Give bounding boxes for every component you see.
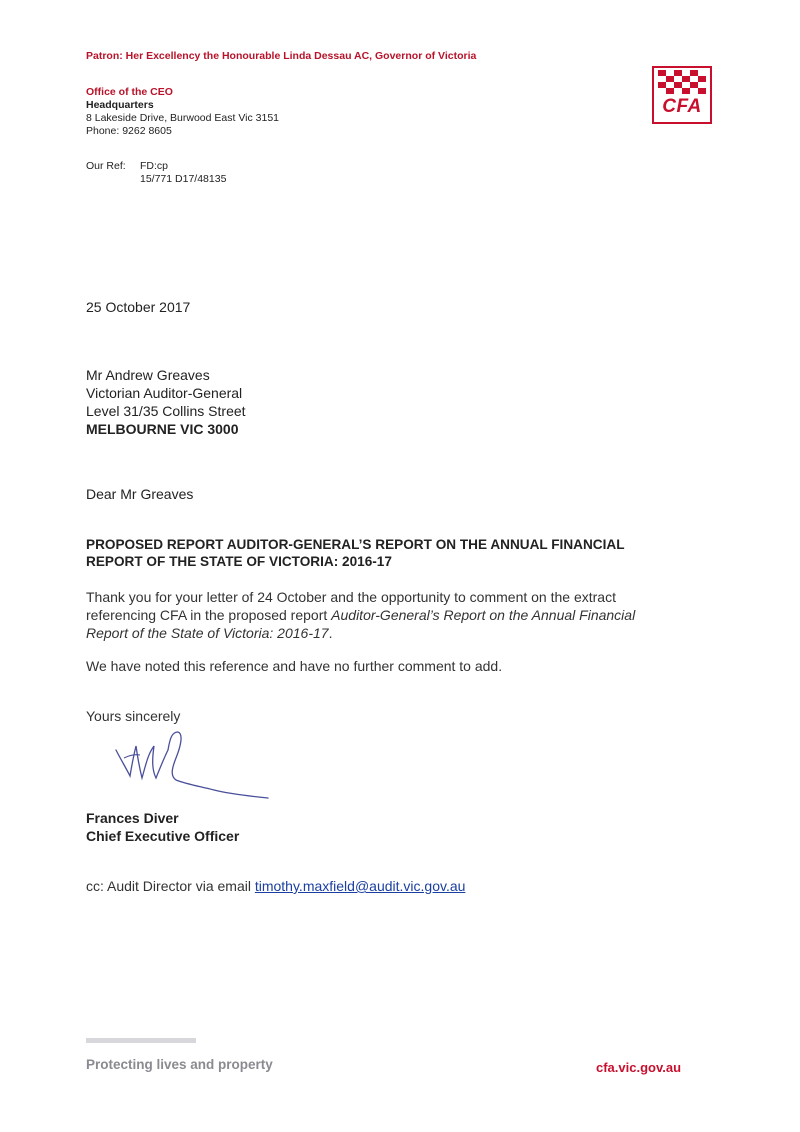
subject-line1: PROPOSED REPORT AUDITOR-GENERAL’S REPORT ON THE ANNUAL FINANCIAL xyxy=(86,537,625,552)
patron-line: Patron: Her Excellency the Honourable Linda Dessau AC, Governor of Victoria xyxy=(86,50,477,62)
logo-text: CFA xyxy=(662,96,702,117)
reference-line2: 15/771 D17/48135 xyxy=(140,173,227,185)
office-phone: Phone: 9262 8605 xyxy=(86,125,172,137)
salutation: Dear Mr Greaves xyxy=(86,486,194,502)
report-title-part1: Auditor-General’s Report on the Annual Financial xyxy=(331,607,636,623)
body-paragraph-1 xyxy=(86,588,635,642)
office-block xyxy=(86,86,279,138)
office-title: Office of the CEO xyxy=(86,86,173,98)
reference-line1: FD:cp xyxy=(140,160,169,172)
signatory-name: Frances Diver xyxy=(86,810,179,826)
body-p1-line3 xyxy=(86,624,635,642)
subject-line2: REPORT OF THE STATE OF VICTORIA: 2016-17 xyxy=(86,554,392,569)
body-p1-end: . xyxy=(328,625,333,641)
footer-tagline: Protecting lives and property xyxy=(86,1057,273,1072)
signatory-title: Chief Executive Officer xyxy=(86,828,240,844)
cc-email-link[interactable]: timothy.maxfield@audit.vic.gov.au xyxy=(254,878,466,894)
body-paragraph-2: We have noted this reference and have no further comment to add. xyxy=(86,658,503,674)
recipient-block xyxy=(86,366,246,438)
cc-line xyxy=(86,877,465,895)
body-p1-line2-plain: referencing CFA in the proposed report xyxy=(86,607,332,623)
signature-image xyxy=(108,728,278,808)
recipient-city: MELBOURNE VIC 3000 xyxy=(86,421,239,437)
letter-date: 25 October 2017 xyxy=(86,299,191,315)
recipient-name: Mr Andrew Greaves xyxy=(86,367,210,383)
reference-values xyxy=(140,160,226,186)
reference-label: Our Ref: xyxy=(86,160,126,172)
body-p1-line1: Thank you for your letter of 24 October and the opportunity to comment on the extract xyxy=(86,589,616,605)
cc-prefix: cc: Audit Director via email xyxy=(86,878,255,894)
footer-divider xyxy=(86,1038,196,1043)
signatory-block xyxy=(86,809,239,845)
subject-heading xyxy=(86,536,625,570)
closing: Yours sincerely xyxy=(86,708,181,724)
checker-flag-icon xyxy=(654,70,710,96)
report-title-part2: Report of the State of Victoria: 2016-17 xyxy=(86,625,329,641)
footer-website[interactable]: cfa.vic.gov.au xyxy=(596,1060,682,1075)
recipient-street: Level 31/35 Collins Street xyxy=(86,403,246,419)
recipient-title: Victorian Auditor-General xyxy=(86,385,243,401)
office-subtitle: Headquarters xyxy=(86,99,154,111)
office-address: 8 Lakeside Drive, Burwood East Vic 3151 xyxy=(86,112,279,124)
cfa-logo xyxy=(652,66,712,124)
body-p1-line2 xyxy=(86,606,635,624)
